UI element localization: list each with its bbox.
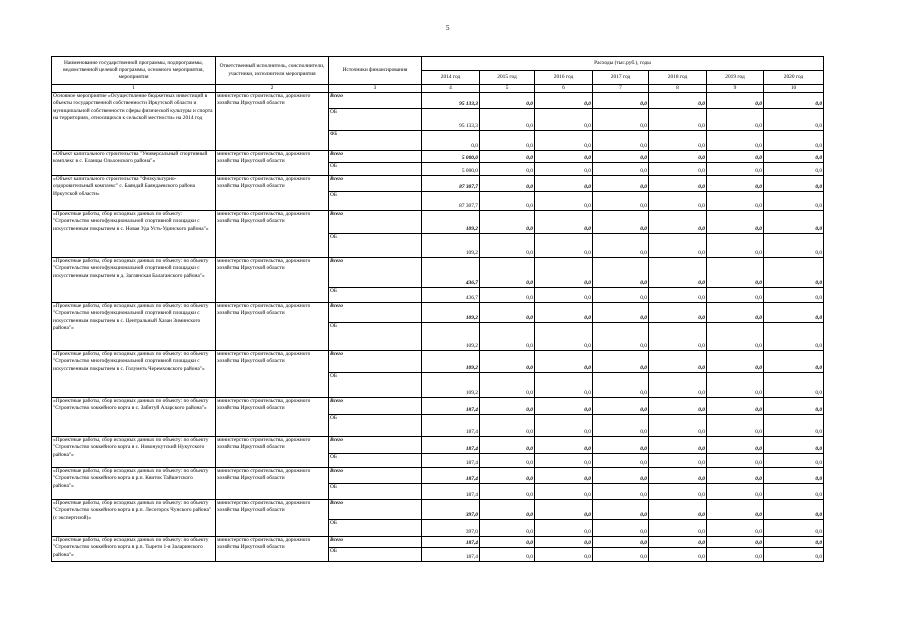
row-value: 187,4 <box>422 437 480 454</box>
table-row <box>52 537 824 548</box>
row-value: 0,0 <box>707 398 764 415</box>
row-value: 0,0 <box>764 151 824 163</box>
row-value: 187,4 <box>422 468 480 484</box>
row-responsible: министерство строительства, дорожного хозяйства Иркутской области <box>216 176 329 211</box>
row-value: 0,0 <box>707 234 764 258</box>
row-value: 0,0 <box>593 537 649 548</box>
row-value: 5 000,0 <box>422 151 480 163</box>
row-value: 5 000,0 <box>422 163 480 176</box>
row-value: 397,0 <box>422 520 480 537</box>
row-name: «Проектные работы, сбор исходных данных по объекту: по объекту "Строительство хоккейного корта в с. Новонукутский Нукутского района"» <box>52 437 216 468</box>
row-value: 0,0 <box>764 192 824 211</box>
row-value: 0,0 <box>535 520 593 537</box>
row-source: Всего <box>329 303 422 323</box>
row-responsible: министерство строительства, дорожного хозяйства Иркутской области <box>216 468 329 500</box>
row-source: Всего <box>329 537 422 548</box>
column-number: 2 <box>216 85 329 93</box>
row-value: 0,0 <box>649 109 707 131</box>
row-value: 0,0 <box>480 468 535 484</box>
row-value: 0,0 <box>593 437 649 454</box>
row-value: 109,2 <box>422 323 480 351</box>
row-name: «Проектные работы, сбор исходных данных по объекту: по объекту "Строительство многофункциональной спортивной площадки с искусственным покрытием в с. Голуметь Черемховского района"» <box>52 351 216 398</box>
row-value: 0,0 <box>649 258 707 288</box>
row-source: ОБ <box>329 373 422 398</box>
header-sources: Источники финансирования <box>329 57 422 85</box>
row-value: 0,0 <box>535 163 593 176</box>
row-value: 109,2 <box>422 373 480 398</box>
row-value: 0,0 <box>707 351 764 373</box>
row-value: 187,4 <box>422 454 480 468</box>
row-value: 0,0 <box>707 323 764 351</box>
row-value: 0,0 <box>535 131 593 151</box>
row-value: 0,0 <box>707 288 764 303</box>
row-source: ОБ <box>329 415 422 437</box>
row-value: 0,0 <box>535 373 593 398</box>
row-value: 0,0 <box>480 500 535 520</box>
row-value: 109,2 <box>422 351 480 373</box>
row-value: 95 133,3 <box>422 109 480 131</box>
row-name: «Проектные работы, сбор исходных данных по объекту: по объекту "Строительство хоккейного корта в с. Забитуй Аларского района"» <box>52 398 216 437</box>
table-row <box>52 398 824 415</box>
row-value: 0,0 <box>649 484 707 500</box>
row-value: 0,0 <box>535 176 593 192</box>
row-value: 0,0 <box>649 176 707 192</box>
row-source: ОБ <box>329 234 422 258</box>
table-row <box>52 93 824 109</box>
row-value: 0,0 <box>707 373 764 398</box>
column-number: 8 <box>649 85 707 93</box>
row-value: 0,0 <box>593 520 649 537</box>
row-value: 0,0 <box>764 484 824 500</box>
row-responsible: министерство строительства, дорожного хозяйства Иркутской области <box>216 398 329 437</box>
row-name: «Проектные работы, сбор исходных данных по объекту: по объекту "Строительство многофункциональной спортивной площадки с искусственным покрытием в с. Центральный Хазан Зиминского района"» <box>52 303 216 351</box>
row-value: 0,0 <box>707 151 764 163</box>
row-value: 0,0 <box>707 484 764 500</box>
row-responsible: министерство строительства, дорожного хозяйства Иркутской области <box>216 211 329 258</box>
row-value: 0,0 <box>593 373 649 398</box>
row-value: 0,0 <box>593 163 649 176</box>
row-source: ОБ <box>329 323 422 351</box>
row-value: 0,0 <box>707 520 764 537</box>
row-value: 0,0 <box>649 151 707 163</box>
header-year: 2019 год <box>707 71 764 85</box>
row-value: 0,0 <box>535 484 593 500</box>
row-value: 187,4 <box>422 398 480 415</box>
row-value: 0,0 <box>593 258 649 288</box>
row-value: 0,0 <box>707 163 764 176</box>
row-source: Всего <box>329 151 422 163</box>
row-value: 109,2 <box>422 234 480 258</box>
row-value: 0,0 <box>480 258 535 288</box>
row-value: 87 307,7 <box>422 176 480 192</box>
row-value: 0,0 <box>480 93 535 109</box>
row-value: 0,0 <box>593 288 649 303</box>
row-value: 0,0 <box>764 211 824 234</box>
row-value: 0,0 <box>593 176 649 192</box>
row-value: 0,0 <box>480 192 535 211</box>
row-source: Всего <box>329 258 422 288</box>
row-value: 0,0 <box>764 288 824 303</box>
row-name: «Проектные работы, сбор исходных данных по объекту: по объекту "Строительство многофункциональной спортивной площадки с искусственным покрытием в д. Заглянская Балаганского района"» <box>52 258 216 303</box>
row-name: «Объект капитального строительства "Физкультурно-оздоровительный комплекс" с. Баяндай Баяндаевского района Иркутской области» <box>52 176 216 211</box>
row-value: 0,0 <box>649 520 707 537</box>
row-responsible: министерство строительства, дорожного хозяйства Иркутской области <box>216 151 329 176</box>
row-value: 0,0 <box>480 454 535 468</box>
row-value: 0,0 <box>764 131 824 151</box>
row-value: 187,4 <box>422 548 480 562</box>
row-value: 436,7 <box>422 258 480 288</box>
table-row <box>52 176 824 192</box>
row-value: 0,0 <box>707 109 764 131</box>
row-value: 0,0 <box>480 211 535 234</box>
column-number: 3 <box>329 85 422 93</box>
row-source: Всего <box>329 93 422 109</box>
column-number: 9 <box>707 85 764 93</box>
row-value: 0,0 <box>535 398 593 415</box>
row-value: 0,0 <box>764 93 824 109</box>
row-value: 0,0 <box>649 234 707 258</box>
row-source: Всего <box>329 437 422 454</box>
row-value: 0,0 <box>707 454 764 468</box>
row-value: 0,0 <box>535 288 593 303</box>
row-value: 0,0 <box>480 234 535 258</box>
row-value: 0,0 <box>535 93 593 109</box>
row-value: 436,7 <box>422 288 480 303</box>
row-source: ОБ <box>329 548 422 562</box>
row-value: 0,0 <box>764 373 824 398</box>
row-source: ОБ <box>329 288 422 303</box>
row-value: 0,0 <box>593 415 649 437</box>
row-source: ОБ <box>329 484 422 500</box>
row-value: 0,0 <box>480 537 535 548</box>
row-value: 0,0 <box>764 163 824 176</box>
row-value: 0,0 <box>593 131 649 151</box>
row-value: 0,0 <box>593 211 649 234</box>
row-value: 87 307,7 <box>422 192 480 211</box>
row-value: 0,0 <box>480 109 535 131</box>
row-value: 0,0 <box>649 437 707 454</box>
row-value: 187,4 <box>422 415 480 437</box>
row-source: Всего <box>329 351 422 373</box>
row-value: 109,2 <box>422 303 480 323</box>
row-source: ФБ <box>329 131 422 151</box>
row-value: 0,0 <box>535 468 593 484</box>
row-value: 0,0 <box>764 258 824 288</box>
row-value: 0,0 <box>707 176 764 192</box>
row-value: 0,0 <box>764 398 824 415</box>
header-expenses: Расходы (тыс.руб.), годы <box>422 57 824 71</box>
row-value: 0,0 <box>764 176 824 192</box>
column-number: 10 <box>764 85 824 93</box>
table-row <box>52 351 824 373</box>
row-value: 0,0 <box>535 211 593 234</box>
table-header <box>52 57 824 93</box>
row-value: 0,0 <box>480 398 535 415</box>
row-value: 0,0 <box>593 151 649 163</box>
column-number: 1 <box>52 85 216 93</box>
row-value: 0,0 <box>649 211 707 234</box>
header-responsible: Ответственный исполнитель, соисполнители, участники, исполнители мероприятия <box>216 57 329 85</box>
row-value: 0,0 <box>707 500 764 520</box>
row-value: 0,0 <box>480 163 535 176</box>
row-value: 0,0 <box>480 351 535 373</box>
row-value: 0,0 <box>535 323 593 351</box>
row-value: 0,0 <box>480 520 535 537</box>
row-value: 0,0 <box>480 484 535 500</box>
table-row <box>52 500 824 520</box>
row-value: 0,0 <box>480 151 535 163</box>
row-responsible: министерство строительства, дорожного хозяйства Иркутской области <box>216 537 329 562</box>
row-value: 0,0 <box>593 468 649 484</box>
column-number: 6 <box>535 85 593 93</box>
page-number: 5 <box>446 24 450 32</box>
row-value: 0,0 <box>480 415 535 437</box>
row-value: 0,0 <box>649 398 707 415</box>
row-value: 0,0 <box>649 192 707 211</box>
row-value: 0,0 <box>649 93 707 109</box>
row-value: 0,0 <box>593 109 649 131</box>
row-value: 0,0 <box>535 415 593 437</box>
column-number: 4 <box>422 85 480 93</box>
row-value: 0,0 <box>707 468 764 484</box>
row-value: 95 133,3 <box>422 93 480 109</box>
row-value: 0,0 <box>480 548 535 562</box>
row-source: ОБ <box>329 520 422 537</box>
row-responsible: министерство строительства, дорожного хозяйства Иркутской области <box>216 500 329 537</box>
row-value: 0,0 <box>764 415 824 437</box>
row-value: 0,0 <box>593 398 649 415</box>
row-name: Основное мероприятие «Осуществление бюджетных инвестиций в объекты государственной собственности Иркутской области и муниципальной собственности сферы физической культуры и спорта на территориях, относящихся к сельской местности» на 2014 год <box>52 93 216 151</box>
row-responsible: министерство строительства, дорожного хозяйства Иркутской области <box>216 351 329 398</box>
row-value: 0,0 <box>649 468 707 484</box>
row-value: 0,0 <box>707 192 764 211</box>
row-value: 0,0 <box>593 303 649 323</box>
row-value: 0,0 <box>649 303 707 323</box>
row-value: 0,0 <box>535 303 593 323</box>
row-value: 0,0 <box>649 163 707 176</box>
row-value: 0,0 <box>649 351 707 373</box>
row-value: 0,0 <box>535 109 593 131</box>
row-value: 0,0 <box>593 548 649 562</box>
row-source: Всего <box>329 176 422 192</box>
row-value: 0,0 <box>649 415 707 437</box>
row-name: «Проектные работы, сбор исходных данных по объекту: по объекту "Строительство хоккейного корта в р.п. Лесогорск Чунского района" (с экспертизой)» <box>52 500 216 537</box>
row-value: 187,4 <box>422 484 480 500</box>
column-number: 5 <box>480 85 535 93</box>
row-value: 0,0 <box>649 131 707 151</box>
row-value: 0,0 <box>649 454 707 468</box>
header-name: Наименование государственной программы, подпрограммы, ведомственной целевой программы, основного мероприятия, мероприятия <box>52 57 216 85</box>
row-value: 0,0 <box>649 373 707 398</box>
row-value: 0,0 <box>535 500 593 520</box>
row-value: 0,0 <box>593 93 649 109</box>
row-value: 0,0 <box>764 520 824 537</box>
table-row <box>52 303 824 323</box>
row-value: 0,0 <box>707 548 764 562</box>
row-value: 0,0 <box>764 468 824 484</box>
row-source: ОБ <box>329 192 422 211</box>
row-value: 0,0 <box>707 131 764 151</box>
row-value: 0,0 <box>707 93 764 109</box>
table-body <box>52 93 824 562</box>
row-value: 0,0 <box>764 437 824 454</box>
row-responsible: министерство строительства, дорожного хозяйства Иркутской области <box>216 303 329 351</box>
row-value: 0,0 <box>535 234 593 258</box>
row-value: 0,0 <box>593 351 649 373</box>
table-row <box>52 437 824 454</box>
table-row <box>52 211 824 234</box>
column-number: 7 <box>593 85 649 93</box>
row-value: 0,0 <box>535 151 593 163</box>
row-value: 0,0 <box>649 288 707 303</box>
row-value: 0,0 <box>480 131 535 151</box>
row-value: 0,0 <box>480 176 535 192</box>
row-value: 0,0 <box>535 537 593 548</box>
row-responsible: министерство строительства, дорожного хозяйства Иркутской области <box>216 258 329 303</box>
row-value: 0,0 <box>535 192 593 211</box>
row-source: ОБ <box>329 109 422 131</box>
row-value: 0,0 <box>480 323 535 351</box>
row-value: 0,0 <box>707 537 764 548</box>
row-value: 0,0 <box>707 415 764 437</box>
row-name: «Проектные работы, сбор исходных данных по объекту: по объекту "Строительство хоккейного корта в р.п. Тырети 1-я Заларинского района"» <box>52 537 216 562</box>
row-value: 0,0 <box>593 500 649 520</box>
table-row <box>52 151 824 163</box>
row-value: 0,0 <box>649 548 707 562</box>
row-value: 0,0 <box>764 351 824 373</box>
row-value: 0,0 <box>422 131 480 151</box>
row-value: 0,0 <box>707 211 764 234</box>
row-name: «Объект капитального строительства "Универсальный спортивный комплекс в с. Еланцы Ольхонского района"» <box>52 151 216 176</box>
row-name: «Проектные работы, сбор исходных данных по объекту: "Строительство многофункциональной спортивной площадки с искусственным покрытием в с. Новая Уда Усть-Удинского района"» <box>52 211 216 258</box>
row-value: 0,0 <box>649 537 707 548</box>
row-source: ОБ <box>329 454 422 468</box>
row-source: Всего <box>329 468 422 484</box>
expenses-table <box>51 56 824 562</box>
row-responsible: министерство строительства, дорожного хозяйства Иркутской области <box>216 437 329 468</box>
header-year: 2014 год <box>422 71 480 85</box>
row-value: 0,0 <box>707 437 764 454</box>
row-value: 0,0 <box>593 234 649 258</box>
row-value: 0,0 <box>480 303 535 323</box>
row-value: 0,0 <box>593 323 649 351</box>
row-value: 0,0 <box>764 537 824 548</box>
row-value: 0,0 <box>764 454 824 468</box>
row-source: ОБ <box>329 163 422 176</box>
row-value: 0,0 <box>480 373 535 398</box>
row-value: 0,0 <box>535 548 593 562</box>
row-value: 0,0 <box>764 234 824 258</box>
row-value: 0,0 <box>593 192 649 211</box>
row-value: 0,0 <box>764 109 824 131</box>
row-responsible: министерство строительства, дорожного хозяйства Иркутской области <box>216 93 329 151</box>
row-value: 0,0 <box>649 323 707 351</box>
row-value: 0,0 <box>535 258 593 288</box>
table-row <box>52 258 824 288</box>
row-value: 0,0 <box>707 258 764 288</box>
row-value: 109,2 <box>422 211 480 234</box>
row-value: 0,0 <box>535 437 593 454</box>
table-row <box>52 468 824 484</box>
row-value: 0,0 <box>764 323 824 351</box>
row-source: Всего <box>329 398 422 415</box>
row-value: 0,0 <box>593 484 649 500</box>
row-value: 0,0 <box>480 437 535 454</box>
row-value: 187,4 <box>422 537 480 548</box>
row-name: «Проектные работы, сбор исходных данных по объекту: по объекту "Строительство хоккейного корта в р.п. Квиток Тайшетского района"» <box>52 468 216 500</box>
header-year: 2016 год <box>535 71 593 85</box>
row-value: 397,0 <box>422 500 480 520</box>
row-value: 0,0 <box>764 500 824 520</box>
row-source: Всего <box>329 211 422 234</box>
row-value: 0,0 <box>764 548 824 562</box>
header-year: 2017 год <box>593 71 649 85</box>
row-value: 0,0 <box>764 303 824 323</box>
row-value: 0,0 <box>707 303 764 323</box>
header-year: 2020 год <box>764 71 824 85</box>
header-year: 2015 год <box>480 71 535 85</box>
row-value: 0,0 <box>535 351 593 373</box>
row-source: Всего <box>329 500 422 520</box>
row-value: 0,0 <box>535 454 593 468</box>
row-value: 0,0 <box>649 500 707 520</box>
header-year: 2018 год <box>649 71 707 85</box>
row-value: 0,0 <box>593 454 649 468</box>
row-value: 0,0 <box>480 288 535 303</box>
